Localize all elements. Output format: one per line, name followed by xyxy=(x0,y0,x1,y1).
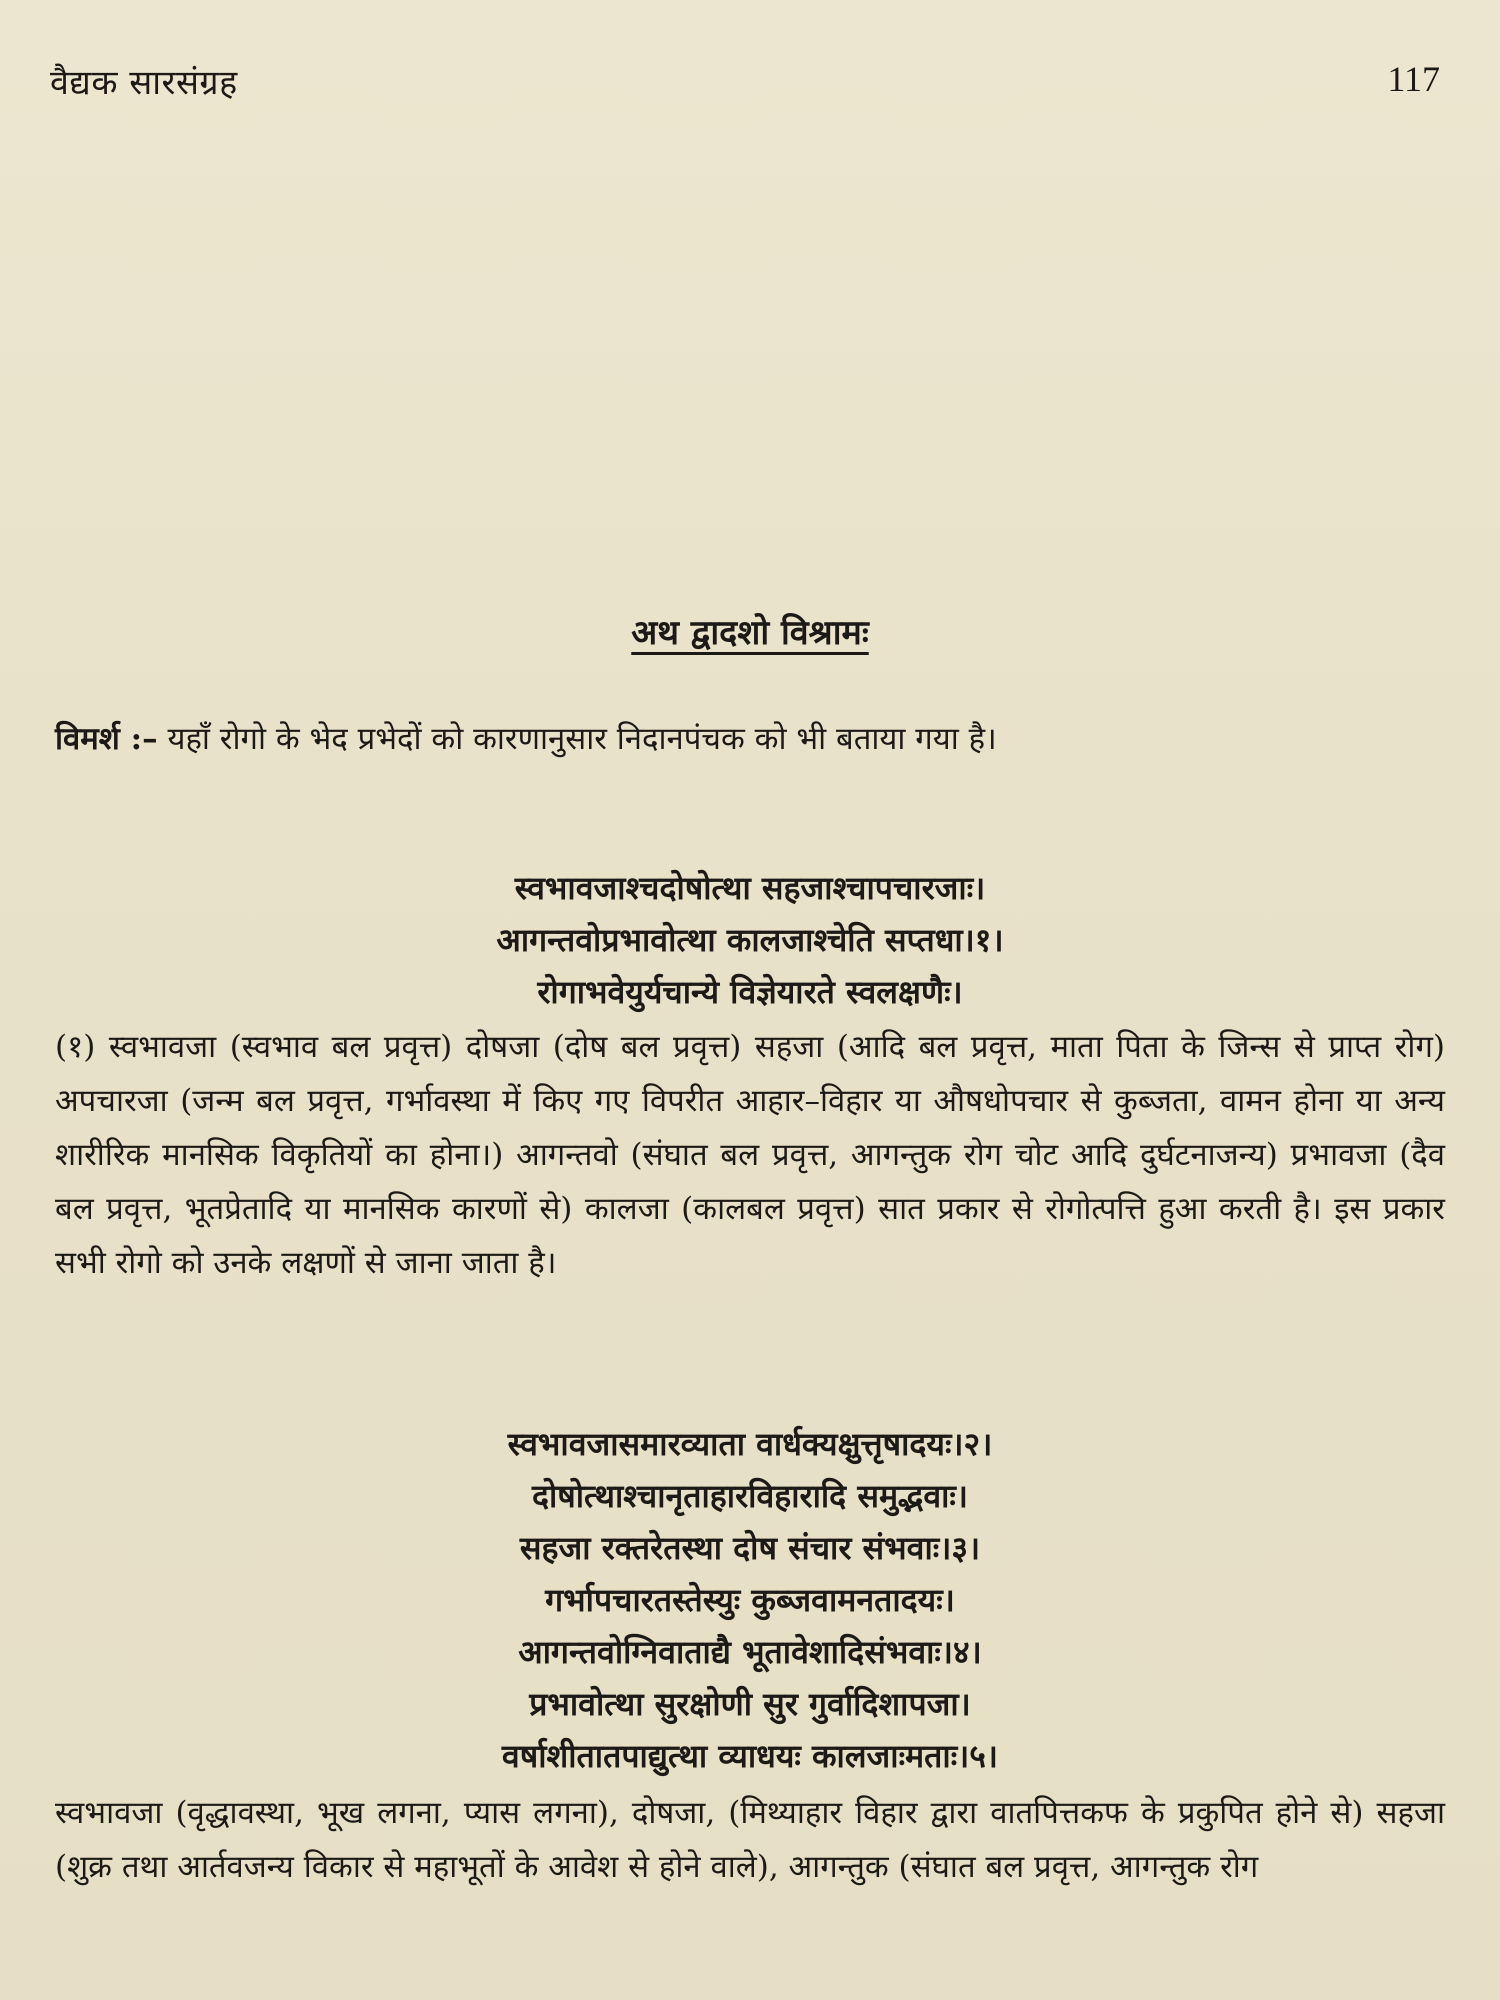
verse-line: सहजा रक्तरेतस्था दोष संचार संभवाः।३। xyxy=(519,1529,981,1567)
verse-block-1 xyxy=(0,862,1500,1018)
verse-line: आगन्तवोप्रभावोत्था कालजाश्चेति सप्तधा।१। xyxy=(496,921,1004,959)
verse-block-2 xyxy=(0,1418,1500,1782)
commentary-paragraph-1: (१) स्वभावजा (स्वभाव बल प्रवृत्त) दोषजा (दोष बल प्रवृत्त) सहजा (आदि बल प्रवृत्त, माता पिता के जिन्स से प्राप्त रोग) अपचारजा (जन्म बल प्रवृत्त, गर्भावस्था में किए गए विपरीत आहार–विहार या औषधोपचार से कुब्जता, वामन होना या अन्य शारीरिक मानसिक विकृतियों का होना।) आगन्तवो (संघात बल प्रवृत्त, आगन्तुक रोग चोट आदि दुर्घटनाजन्य) प्रभावजा (दैव बल प्रवृत्त, भूतप्रेतादि या मानसिक कारणों से) कालजा (कालबल प्रवृत्त) सात प्रकार से रोगोत्पत्ति हुआ करती है। इस प्रकार सभी रोगो को उनके लक्षणों से जाना जाता है। xyxy=(55,1029,1445,1281)
verse-line: दोषोत्थाश्चानृताहारविहारादि समुद्भवाः। xyxy=(531,1477,969,1515)
vimarsha-paragraph xyxy=(55,712,1445,766)
page-number: 117 xyxy=(1387,59,1440,99)
commentary-paragraph-2: स्वभावजा (वृद्धावस्था, भूख लगना, प्यास लगना), दोषजा, (मिथ्याहार विहार द्वारा वातपित्तकफ के प्रकुपित होने से) सहजा (शुक्र तथा आर्तवजन्य विकार से महाभूतों के आवेश से होने वाले), आगन्तुक (संघात बल प्रवृत्त, आगन्तुक रोग xyxy=(55,1795,1445,1885)
verse-line: स्वभावजासमारव्याता वार्धक्यक्षुत्तृषादयः।२। xyxy=(507,1425,993,1463)
verse-line: आगन्तवोग्निवाताद्यै भूतावेशादिसंभवाः।४। xyxy=(518,1633,982,1671)
verse-line: वर्षाशीतातपाद्युत्था व्याधयः कालजाःमताः।५। xyxy=(501,1737,999,1775)
verse-line: स्वभावजाश्चदोषोत्था सहजाश्चापचारजाः। xyxy=(514,869,986,907)
verse-line: प्रभावोत्था सुरक्षोणी सुर गुर्वादिशापजा। xyxy=(529,1685,971,1723)
verse-line: गर्भापचारतस्तेस्युः कुब्जवामनतादयः। xyxy=(545,1581,955,1619)
verse-line: रोगाभवेयुर्यचान्ये विज्ञेयारते स्वलक्षणैः। xyxy=(537,973,963,1011)
running-head: वैद्यक सारसंग्रह xyxy=(50,63,238,103)
chapter-title: अथ द्वादशो विश्रामः xyxy=(631,613,869,653)
vimarsha-text: यहाँ रोगो के भेद प्रभेदों को कारणानुसार निदानपंचक को भी बताया गया है। xyxy=(157,721,997,757)
vimarsha-label: विमर्श :– xyxy=(55,721,158,757)
